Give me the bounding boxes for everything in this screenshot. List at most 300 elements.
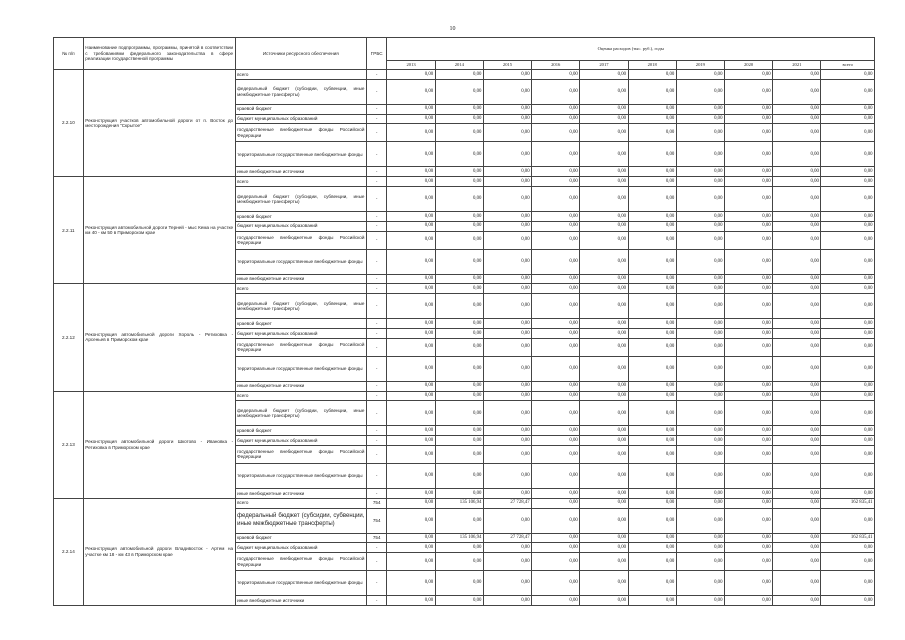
year-value: 0,00 <box>387 571 435 596</box>
grbs-code: - <box>366 249 387 274</box>
project-name: Реконструкция автомобильной дороги Хороль - Ретиховка - Арсеньев в Приморском крае <box>83 284 235 391</box>
year-value: 0,00 <box>580 79 628 104</box>
year-value: 0,00 <box>483 328 531 338</box>
year-value: 0,00 <box>773 508 821 533</box>
year-value: 0,00 <box>676 436 724 446</box>
year-value: 0,00 <box>724 142 772 167</box>
header-year: 2017 <box>580 61 628 70</box>
year-value: 0,00 <box>628 70 676 80</box>
year-value: 0,00 <box>435 436 483 446</box>
year-value: 0,00 <box>435 426 483 436</box>
year-value: 0,00 <box>628 498 676 508</box>
year-value: 0,00 <box>676 338 724 356</box>
grbs-code: - <box>366 488 387 498</box>
header-estimate: Оценка расходов (тыс. руб.), годы <box>387 38 875 61</box>
funding-source: территориальные государственные внебюджетные фонды <box>235 142 366 167</box>
grbs-code: 754 <box>366 508 387 533</box>
grbs-code: - <box>366 445 387 463</box>
year-value: 0,00 <box>532 596 580 606</box>
year-value: 0,00 <box>387 553 435 571</box>
total-value: 0,00 <box>821 70 875 80</box>
funding-source: бюджет муниципальных образований <box>235 328 366 338</box>
year-value: 0,00 <box>676 79 724 104</box>
year-value: 0,00 <box>676 177 724 187</box>
year-value: 0,00 <box>435 381 483 391</box>
year-value: 0,00 <box>580 356 628 381</box>
grbs-code: - <box>366 596 387 606</box>
year-value: 0,00 <box>435 319 483 329</box>
year-value: 0,00 <box>435 274 483 284</box>
year-value: 0,00 <box>387 543 435 553</box>
year-value: 0,00 <box>676 114 724 124</box>
year-value: 0,00 <box>676 274 724 284</box>
year-value: 0,00 <box>532 142 580 167</box>
header-year: 2020 <box>724 61 772 70</box>
year-value: 0,00 <box>724 338 772 356</box>
year-value: 0,00 <box>773 498 821 508</box>
year-value: 0,00 <box>628 79 676 104</box>
project-name: Реконструкция автомобильной дороги Владивосток - Артем на участке км 18 - км 43 в Приморском крае <box>83 498 235 605</box>
year-value: 0,00 <box>532 426 580 436</box>
funding-source: всего <box>235 70 366 80</box>
year-value: 0,00 <box>773 284 821 294</box>
year-value: 0,00 <box>580 596 628 606</box>
year-value: 0,00 <box>773 104 821 114</box>
year-value: 0,00 <box>532 177 580 187</box>
year-value: 0,00 <box>532 114 580 124</box>
year-value: 0,00 <box>387 356 435 381</box>
year-value: 0,00 <box>724 177 772 187</box>
year-value: 0,00 <box>580 319 628 329</box>
grbs-code: - <box>366 319 387 329</box>
grbs-code: - <box>366 553 387 571</box>
year-value: 0,00 <box>483 319 531 329</box>
year-value: 0,00 <box>773 294 821 319</box>
total-value: 0,00 <box>821 167 875 177</box>
funding-source: территориальные государственные внебюджетные фонды <box>235 571 366 596</box>
year-value: 0,00 <box>387 221 435 231</box>
year-value: 0,00 <box>676 104 724 114</box>
total-value: 0,00 <box>821 436 875 446</box>
year-value: 0,00 <box>435 142 483 167</box>
year-value: 0,00 <box>628 104 676 114</box>
year-value: 0,00 <box>580 436 628 446</box>
total-value: 0,00 <box>821 186 875 211</box>
year-value: 0,00 <box>387 186 435 211</box>
year-value: 0,00 <box>628 463 676 488</box>
year-value: 0,00 <box>483 104 531 114</box>
total-value: 0,00 <box>821 124 875 142</box>
year-value: 0,00 <box>676 401 724 426</box>
grbs-code: 754 <box>366 533 387 543</box>
year-value: 0,00 <box>387 488 435 498</box>
header-year: 2019 <box>676 61 724 70</box>
year-value: 0,00 <box>580 401 628 426</box>
year-value: 0,00 <box>724 124 772 142</box>
year-value: 0,00 <box>483 114 531 124</box>
grbs-code: - <box>366 167 387 177</box>
year-value: 0,00 <box>676 571 724 596</box>
year-value: 0,00 <box>532 104 580 114</box>
year-value: 0,00 <box>435 571 483 596</box>
year-value: 0,00 <box>580 104 628 114</box>
year-value: 0,00 <box>435 211 483 221</box>
year-value: 0,00 <box>628 124 676 142</box>
year-value: 0,00 <box>724 319 772 329</box>
year-value: 0,00 <box>435 508 483 533</box>
year-value: 0,00 <box>676 508 724 533</box>
total-value: 0,00 <box>821 294 875 319</box>
year-value: 0,00 <box>676 426 724 436</box>
year-value: 0,00 <box>532 571 580 596</box>
year-value: 0,00 <box>532 463 580 488</box>
year-value: 0,00 <box>773 319 821 329</box>
year-value: 135 106,94 <box>435 533 483 543</box>
grbs-code: - <box>366 381 387 391</box>
header-grbs: ГРБС <box>366 38 387 70</box>
year-value: 0,00 <box>724 231 772 249</box>
year-value: 0,00 <box>773 401 821 426</box>
year-value: 0,00 <box>483 391 531 401</box>
total-value: 0,00 <box>821 381 875 391</box>
year-value: 0,00 <box>580 274 628 284</box>
year-value: 0,00 <box>628 356 676 381</box>
year-value: 0,00 <box>387 70 435 80</box>
year-value: 0,00 <box>773 177 821 187</box>
year-value: 0,00 <box>387 533 435 543</box>
row-number: 2.2.12 <box>54 284 84 391</box>
funding-source: федеральный бюджет (субсидии, субвенции, иные межбюджетные трансферты) <box>235 186 366 211</box>
year-value: 0,00 <box>435 488 483 498</box>
year-value: 0,00 <box>724 445 772 463</box>
year-value: 0,00 <box>676 488 724 498</box>
year-value: 0,00 <box>435 391 483 401</box>
year-value: 0,00 <box>435 70 483 80</box>
funding-source: всего <box>235 498 366 508</box>
grbs-code: - <box>366 294 387 319</box>
year-value: 0,00 <box>435 294 483 319</box>
year-value: 0,00 <box>483 124 531 142</box>
year-value: 0,00 <box>724 221 772 231</box>
total-value: 0,00 <box>821 508 875 533</box>
year-value: 0,00 <box>628 221 676 231</box>
year-value: 0,00 <box>676 186 724 211</box>
grbs-code: - <box>366 231 387 249</box>
total-value: 0,00 <box>821 391 875 401</box>
year-value: 0,00 <box>387 508 435 533</box>
year-value: 0,00 <box>580 498 628 508</box>
header-year: 2015 <box>483 61 531 70</box>
total-value: 0,00 <box>821 596 875 606</box>
funding-source: государственные внебюджетные фонды Российской Федерации <box>235 124 366 142</box>
page-number: 10 <box>449 26 456 32</box>
funding-source: федеральный бюджет (субсидии, субвенции, иные межбюджетные трансферты) <box>235 508 366 533</box>
year-value: 0,00 <box>676 596 724 606</box>
grbs-code: - <box>366 274 387 284</box>
year-value: 0,00 <box>676 498 724 508</box>
total-value: 162 835,41 <box>821 498 875 508</box>
header-year: 2014 <box>435 61 483 70</box>
year-value: 0,00 <box>532 488 580 498</box>
row-number: 2.2.14 <box>54 498 84 605</box>
year-value: 0,00 <box>483 211 531 221</box>
grbs-code: - <box>366 436 387 446</box>
total-value: 0,00 <box>821 319 875 329</box>
year-value: 0,00 <box>724 508 772 533</box>
year-value: 0,00 <box>773 543 821 553</box>
year-value: 0,00 <box>387 381 435 391</box>
year-value: 0,00 <box>773 221 821 231</box>
year-value: 0,00 <box>580 543 628 553</box>
grbs-code: - <box>366 70 387 80</box>
funding-source: краевой бюджет <box>235 319 366 329</box>
year-value: 0,00 <box>724 356 772 381</box>
row-number: 2.2.13 <box>54 391 84 498</box>
year-value: 0,00 <box>532 70 580 80</box>
year-value: 0,00 <box>532 338 580 356</box>
grbs-code: - <box>366 142 387 167</box>
funding-source: иные внебюджетные источники <box>235 381 366 391</box>
year-value: 0,00 <box>773 328 821 338</box>
year-value: 0,00 <box>676 221 724 231</box>
year-value: 0,00 <box>580 391 628 401</box>
year-value: 0,00 <box>580 488 628 498</box>
year-value: 0,00 <box>387 436 435 446</box>
year-value: 0,00 <box>435 596 483 606</box>
grbs-code: - <box>366 211 387 221</box>
year-value: 0,00 <box>532 284 580 294</box>
year-value: 0,00 <box>580 533 628 543</box>
year-value: 0,00 <box>773 463 821 488</box>
year-value: 0,00 <box>580 571 628 596</box>
year-value: 0,00 <box>628 114 676 124</box>
grbs-code: - <box>366 463 387 488</box>
year-value: 0,00 <box>773 186 821 211</box>
funding-source: иные внебюджетные источники <box>235 167 366 177</box>
year-value: 0,00 <box>724 249 772 274</box>
year-value: 0,00 <box>580 445 628 463</box>
year-value: 0,00 <box>724 284 772 294</box>
year-value: 0,00 <box>676 533 724 543</box>
year-value: 0,00 <box>387 177 435 187</box>
year-value: 0,00 <box>435 79 483 104</box>
year-value: 0,00 <box>628 142 676 167</box>
year-value: 0,00 <box>773 79 821 104</box>
year-value: 0,00 <box>483 445 531 463</box>
year-value: 0,00 <box>628 274 676 284</box>
year-value: 0,00 <box>628 488 676 498</box>
total-value: 0,00 <box>821 571 875 596</box>
year-value: 0,00 <box>773 231 821 249</box>
year-value: 0,00 <box>483 177 531 187</box>
total-value: 0,00 <box>821 543 875 553</box>
total-value: 0,00 <box>821 328 875 338</box>
year-value: 0,00 <box>483 553 531 571</box>
year-value: 0,00 <box>483 426 531 436</box>
year-value: 0,00 <box>724 167 772 177</box>
year-value: 0,00 <box>532 508 580 533</box>
grbs-code: 754 <box>366 498 387 508</box>
year-value: 0,00 <box>387 319 435 329</box>
year-value: 0,00 <box>435 186 483 211</box>
year-value: 0,00 <box>628 294 676 319</box>
table-row <box>54 177 875 187</box>
table-body <box>54 70 875 606</box>
year-value: 0,00 <box>532 294 580 319</box>
year-value: 0,00 <box>724 401 772 426</box>
year-value: 0,00 <box>483 543 531 553</box>
year-value: 0,00 <box>532 221 580 231</box>
year-value: 0,00 <box>676 231 724 249</box>
year-value: 0,00 <box>628 391 676 401</box>
year-value: 0,00 <box>580 231 628 249</box>
year-value: 0,00 <box>628 543 676 553</box>
year-value: 0,00 <box>676 356 724 381</box>
year-value: 0,00 <box>483 79 531 104</box>
year-value: 0,00 <box>676 463 724 488</box>
year-value: 0,00 <box>532 328 580 338</box>
year-value: 0,00 <box>580 294 628 319</box>
year-value: 0,00 <box>532 231 580 249</box>
year-value: 0,00 <box>435 338 483 356</box>
year-value: 0,00 <box>676 445 724 463</box>
year-value: 0,00 <box>387 328 435 338</box>
year-value: 0,00 <box>483 338 531 356</box>
year-value: 0,00 <box>435 114 483 124</box>
header-number: № п/п <box>54 38 84 70</box>
year-value: 0,00 <box>773 114 821 124</box>
grbs-code: - <box>366 543 387 553</box>
funding-source: иные внебюджетные источники <box>235 488 366 498</box>
year-value: 0,00 <box>676 391 724 401</box>
year-value: 0,00 <box>773 70 821 80</box>
year-value: 0,00 <box>724 114 772 124</box>
year-value: 0,00 <box>483 463 531 488</box>
funding-source: бюджет муниципальных образований <box>235 543 366 553</box>
year-value: 0,00 <box>724 186 772 211</box>
year-value: 0,00 <box>628 571 676 596</box>
year-value: 0,00 <box>387 231 435 249</box>
year-value: 0,00 <box>724 596 772 606</box>
year-value: 0,00 <box>483 142 531 167</box>
year-value: 0,00 <box>387 284 435 294</box>
total-value: 0,00 <box>821 284 875 294</box>
year-value: 0,00 <box>724 571 772 596</box>
year-value: 0,00 <box>676 328 724 338</box>
year-value: 0,00 <box>532 381 580 391</box>
year-value: 0,00 <box>773 596 821 606</box>
total-value: 0,00 <box>821 463 875 488</box>
year-value: 0,00 <box>387 401 435 426</box>
year-value: 0,00 <box>532 356 580 381</box>
total-value: 0,00 <box>821 142 875 167</box>
year-value: 0,00 <box>628 177 676 187</box>
year-value: 0,00 <box>580 426 628 436</box>
year-value: 0,00 <box>628 436 676 446</box>
year-value: 0,00 <box>628 381 676 391</box>
year-value: 0,00 <box>628 328 676 338</box>
total-value: 0,00 <box>821 211 875 221</box>
total-value: 0,00 <box>821 114 875 124</box>
total-value: 0,00 <box>821 426 875 436</box>
year-value: 0,00 <box>773 211 821 221</box>
year-value: 0,00 <box>387 104 435 114</box>
year-value: 0,00 <box>724 498 772 508</box>
funding-source: государственные внебюджетные фонды Российской Федерации <box>235 553 366 571</box>
year-value: 0,00 <box>435 445 483 463</box>
year-value: 0,00 <box>628 231 676 249</box>
funding-source: всего <box>235 391 366 401</box>
total-value: 0,00 <box>821 553 875 571</box>
year-value: 0,00 <box>483 571 531 596</box>
funding-source: краевой бюджет <box>235 211 366 221</box>
year-value: 0,00 <box>628 401 676 426</box>
year-value: 0,00 <box>724 70 772 80</box>
year-value: 0,00 <box>628 508 676 533</box>
grbs-code: - <box>366 328 387 338</box>
year-value: 0,00 <box>773 533 821 543</box>
year-value: 0,00 <box>387 338 435 356</box>
total-value: 0,00 <box>821 488 875 498</box>
year-value: 0,00 <box>676 294 724 319</box>
year-value: 0,00 <box>773 445 821 463</box>
year-value: 0,00 <box>580 249 628 274</box>
year-value: 0,00 <box>532 445 580 463</box>
year-value: 0,00 <box>724 104 772 114</box>
year-value: 0,00 <box>628 319 676 329</box>
funding-source: государственные внебюджетные фонды Российской Федерации <box>235 445 366 463</box>
year-value: 0,00 <box>724 79 772 104</box>
year-value: 0,00 <box>387 124 435 142</box>
year-value: 0,00 <box>532 391 580 401</box>
table-row <box>54 391 875 401</box>
year-value: 0,00 <box>676 167 724 177</box>
year-value: 0,00 <box>773 391 821 401</box>
grbs-code: - <box>366 186 387 211</box>
total-value: 0,00 <box>821 249 875 274</box>
year-value: 0,00 <box>580 463 628 488</box>
year-value: 0,00 <box>580 328 628 338</box>
year-value: 0,00 <box>387 294 435 319</box>
grbs-code: - <box>366 426 387 436</box>
year-value: 0,00 <box>435 167 483 177</box>
funding-source: краевой бюджет <box>235 104 366 114</box>
year-value: 0,00 <box>676 284 724 294</box>
year-value: 0,00 <box>676 381 724 391</box>
year-value: 0,00 <box>435 249 483 274</box>
year-value: 0,00 <box>435 221 483 231</box>
year-value: 0,00 <box>580 186 628 211</box>
year-value: 0,00 <box>483 508 531 533</box>
funding-source: федеральный бюджет (субсидии, субвенции, иные межбюджетные трансферты) <box>235 294 366 319</box>
grbs-code: - <box>366 114 387 124</box>
year-value: 0,00 <box>532 498 580 508</box>
year-value: 0,00 <box>435 231 483 249</box>
year-value: 0,00 <box>773 167 821 177</box>
year-value: 0,00 <box>387 249 435 274</box>
year-value: 0,00 <box>580 338 628 356</box>
year-value: 0,00 <box>387 274 435 284</box>
header-year: 2016 <box>532 61 580 70</box>
funding-source: иные внебюджетные источники <box>235 596 366 606</box>
year-value: 0,00 <box>435 543 483 553</box>
year-value: 0,00 <box>483 436 531 446</box>
header-year: 2018 <box>628 61 676 70</box>
year-value: 0,00 <box>773 488 821 498</box>
year-value: 0,00 <box>724 436 772 446</box>
year-value: 0,00 <box>580 114 628 124</box>
total-value: 0,00 <box>821 356 875 381</box>
